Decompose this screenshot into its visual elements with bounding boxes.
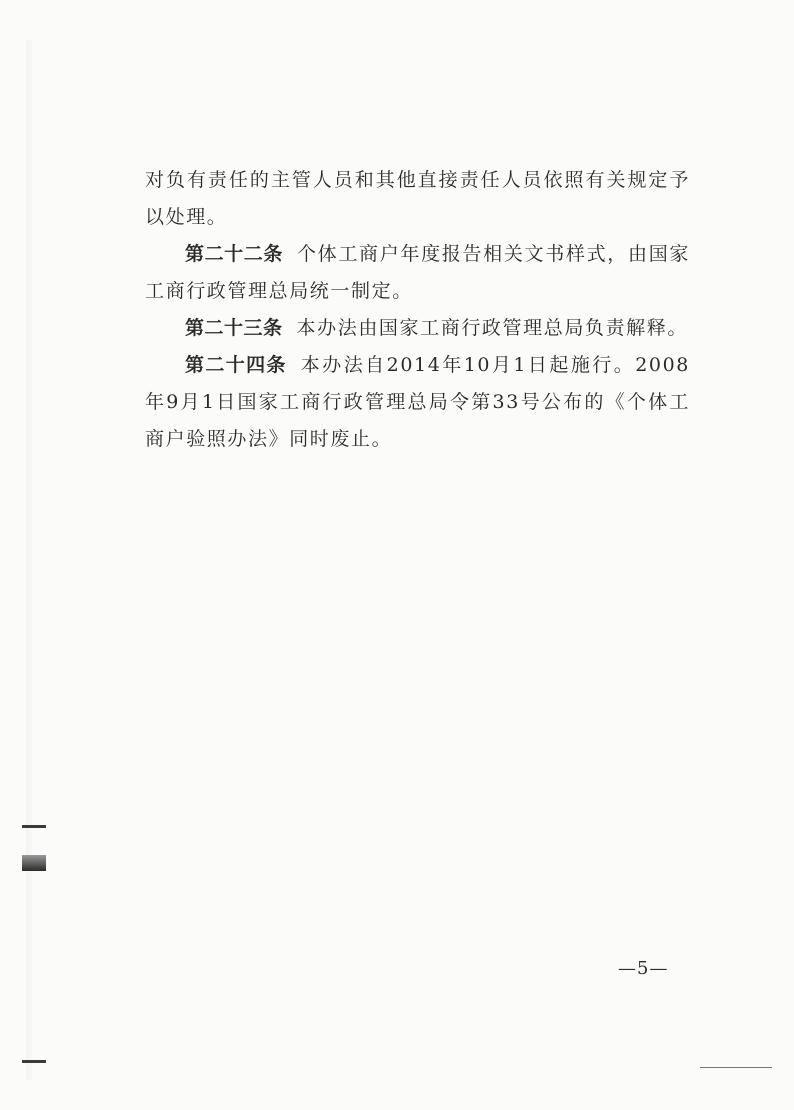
- binding-mark: [22, 825, 46, 828]
- article-23: [145, 310, 690, 347]
- paragraph-text: 对负有责任的主管人员和其他直接责任人员依照有关规定予以处理。: [145, 169, 690, 228]
- article-22: [145, 236, 690, 310]
- paragraph-text: 本办法由国家工商行政管理总局负责解释。: [296, 317, 688, 339]
- article-number: 第二十四条: [185, 354, 287, 376]
- article-number: 第二十三条: [185, 317, 283, 339]
- footer-rule: [700, 1067, 772, 1068]
- binding-mark: [22, 855, 46, 871]
- document-body: [145, 162, 690, 458]
- paragraph-continuation: [145, 162, 690, 236]
- scan-edge-shadow: [26, 40, 34, 1080]
- article-number: 第二十二条: [185, 243, 283, 265]
- paragraph-text: 个体工商户年度报告相关文书样式，由国家工商行政管理总局统一制定。: [145, 243, 690, 302]
- paragraph-text: 本办法自2014年10月1日起施行。2008年9月1日国家工商行政管理总局令第33号公布的《个体工商户验照办法》同时废止。: [145, 354, 690, 450]
- article-24: [145, 347, 690, 458]
- page-number: —5—: [618, 958, 669, 979]
- binding-mark: [22, 1060, 46, 1063]
